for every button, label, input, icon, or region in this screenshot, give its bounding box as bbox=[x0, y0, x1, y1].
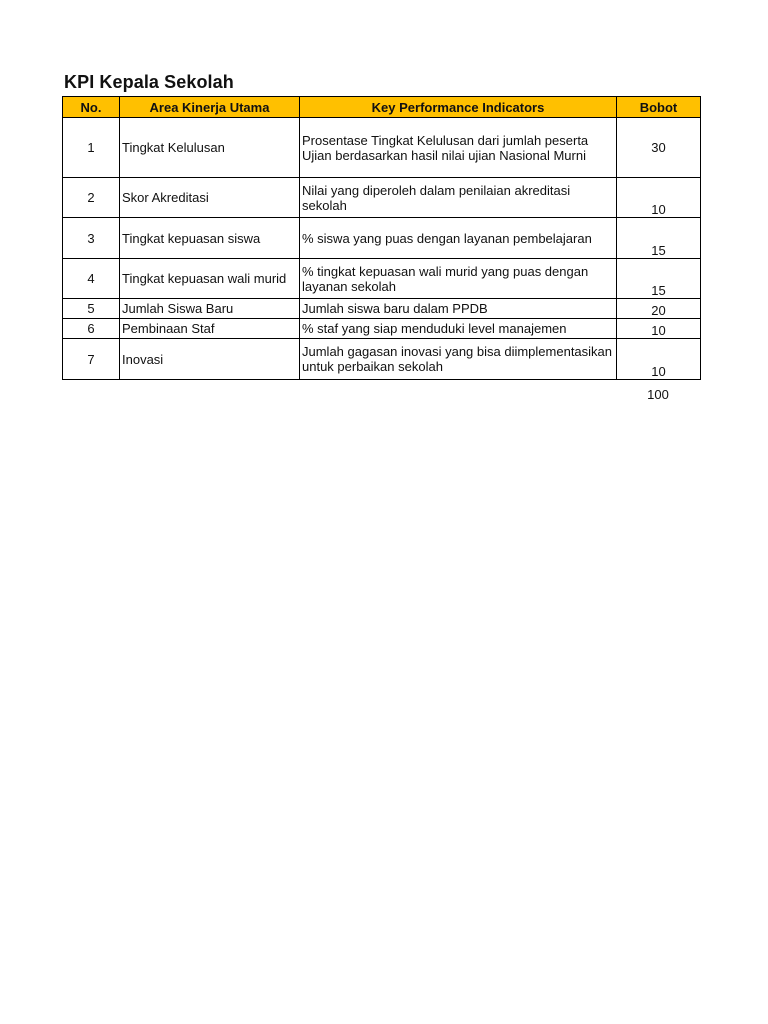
cell-area: Tingkat Kelulusan bbox=[120, 118, 300, 178]
cell-area: Pembinaan Staf bbox=[120, 319, 300, 339]
cell-kpi: Nilai yang diperoleh dalam penilaian akreditasi sekolah bbox=[300, 178, 617, 218]
table-row bbox=[63, 118, 701, 178]
cell-area: Inovasi bbox=[120, 339, 300, 380]
cell-kpi: % siswa yang puas dengan layanan pembelajaran bbox=[300, 218, 617, 259]
cell-no: 2 bbox=[63, 178, 120, 218]
cell-area: Tingkat kepuasan siswa bbox=[120, 218, 300, 259]
cell-bobot: 30 bbox=[617, 118, 701, 178]
cell-no: 6 bbox=[63, 319, 120, 339]
cell-kpi: Prosentase Tingkat Kelulusan dari jumlah peserta Ujian berdasarkan hasil nilai ujian Nasional Murni bbox=[300, 118, 617, 178]
cell-bobot: 15 bbox=[617, 259, 701, 299]
table-row bbox=[63, 259, 701, 299]
header-bobot: Bobot bbox=[617, 97, 701, 118]
cell-area: Skor Akreditasi bbox=[120, 178, 300, 218]
table-row bbox=[63, 178, 701, 218]
cell-bobot: 20 bbox=[617, 299, 701, 319]
bobot-total: 100 bbox=[647, 387, 669, 402]
cell-no: 7 bbox=[63, 339, 120, 380]
cell-kpi: Jumlah gagasan inovasi yang bisa diimplementasikan untuk perbaikan sekolah bbox=[300, 339, 617, 380]
cell-bobot: 10 bbox=[617, 178, 701, 218]
cell-bobot: 10 bbox=[617, 339, 701, 380]
cell-no: 3 bbox=[63, 218, 120, 259]
table-row bbox=[63, 319, 701, 339]
cell-no: 4 bbox=[63, 259, 120, 299]
cell-kpi: % staf yang siap menduduki level manajemen bbox=[300, 319, 617, 339]
cell-no: 1 bbox=[63, 118, 120, 178]
cell-bobot: 10 bbox=[617, 319, 701, 339]
cell-area: Jumlah Siswa Baru bbox=[120, 299, 300, 319]
table-row bbox=[63, 218, 701, 259]
page-title: KPI Kepala Sekolah bbox=[64, 72, 234, 92]
table-header-row bbox=[63, 97, 701, 118]
cell-kpi: % tingkat kepuasan wali murid yang puas dengan layanan sekolah bbox=[300, 259, 617, 299]
cell-bobot: 15 bbox=[617, 218, 701, 259]
cell-no: 5 bbox=[63, 299, 120, 319]
cell-kpi: Jumlah siswa baru dalam PPDB bbox=[300, 299, 617, 319]
kpi-table bbox=[62, 96, 701, 380]
header-area: Area Kinerja Utama bbox=[120, 97, 300, 118]
table-row bbox=[63, 339, 701, 380]
table-row bbox=[63, 299, 701, 319]
cell-area: Tingkat kepuasan wali murid bbox=[120, 259, 300, 299]
header-no: No. bbox=[63, 97, 120, 118]
header-kpi: Key Performance Indicators bbox=[300, 97, 617, 118]
